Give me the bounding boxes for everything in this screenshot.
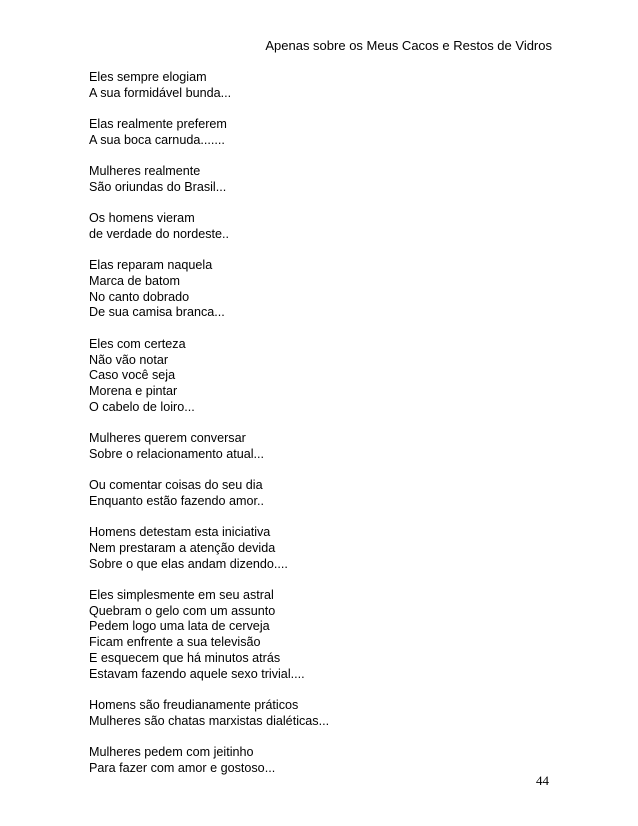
stanza	[89, 258, 549, 321]
poem-line: de verdade do nordeste..	[89, 226, 230, 241]
poem-body	[89, 70, 549, 792]
stanza	[89, 337, 549, 416]
poem-line: O cabelo de loiro...	[89, 399, 195, 414]
poem-line: São oriundas do Brasil...	[89, 179, 227, 194]
poem-line: Enquanto estão fazendo amor..	[89, 493, 265, 508]
poem-line: Quebram o gelo com um assunto	[89, 603, 276, 618]
poem-line: Mulheres querem conversar	[89, 431, 246, 446]
poem-line: Elas reparam naquela	[89, 258, 213, 273]
poem-line: Não vão notar	[89, 352, 169, 367]
poem-line: Ficam enfrente a sua televisão	[89, 635, 261, 650]
poem-line: Mulheres pedem com jeitinho	[89, 745, 254, 760]
poem-line: De sua camisa branca...	[89, 305, 225, 320]
stanza	[89, 164, 549, 195]
poem-line: Homens detestam esta iniciativa	[89, 525, 271, 540]
stanza	[89, 525, 549, 572]
stanza	[89, 70, 549, 101]
running-header: Apenas sobre os Meus Cacos e Restos de Vidros	[265, 38, 552, 53]
poem-line: No canto dobrado	[89, 289, 190, 304]
stanza	[89, 745, 549, 776]
poem-line: Para fazer com amor e gostoso...	[89, 760, 276, 775]
poem-line: Nem prestaram a atenção devida	[89, 540, 276, 555]
stanza	[89, 478, 549, 509]
poem-line: Sobre o que elas andam dizendo....	[89, 556, 288, 571]
stanza	[89, 211, 549, 242]
poem-line: Marca de batom	[89, 274, 180, 289]
poem-line: Caso você seja	[89, 368, 176, 383]
stanza	[89, 117, 549, 148]
stanza	[89, 431, 549, 462]
poem-line: Mulheres são chatas marxistas dialéticas...	[89, 713, 330, 728]
poem-line: A sua boca carnuda.......	[89, 132, 225, 147]
stanza	[89, 698, 549, 729]
page-number: 44	[536, 773, 549, 788]
stanza	[89, 588, 549, 682]
poem-line: Eles com certeza	[89, 336, 186, 351]
poem-line: Elas realmente preferem	[89, 117, 227, 132]
poem-line: Os homens vieram	[89, 211, 195, 226]
poem-line: Eles simplesmente em seu astral	[89, 588, 274, 603]
poem-line: Ou comentar coisas do seu dia	[89, 478, 263, 493]
poem-line: Estavam fazendo aquele sexo trivial....	[89, 666, 305, 681]
poem-line: E esquecem que há minutos atrás	[89, 650, 281, 665]
poem-line: Morena e pintar	[89, 383, 178, 398]
poem-line: Pedem logo uma lata de cerveja	[89, 619, 270, 634]
poem-line: A sua formidável bunda...	[89, 85, 232, 100]
poem-line: Eles sempre elogiam	[89, 70, 207, 84]
poem-line: Sobre o relacionamento atual...	[89, 446, 265, 461]
poem-line: Homens são freudianamente práticos	[89, 697, 299, 712]
poem-line: Mulheres realmente	[89, 164, 201, 179]
